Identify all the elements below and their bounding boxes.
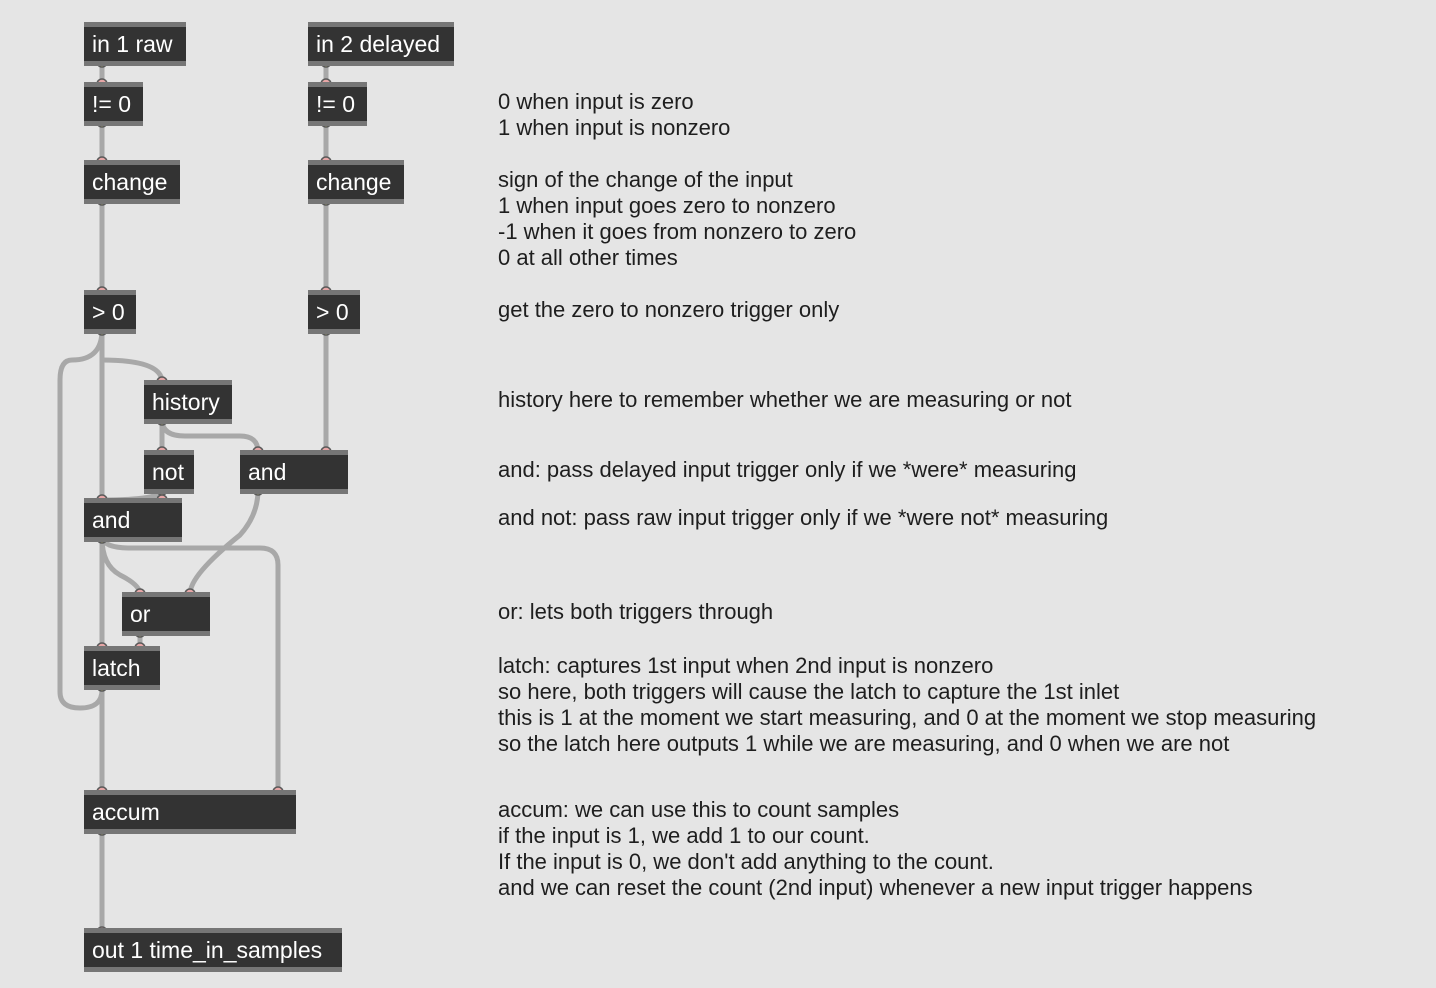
accum-object[interactable]: accum [84, 790, 296, 834]
greater-than-zero-object[interactable]: > 0 [308, 290, 360, 334]
comment-latch: latch: captures 1st input when 2nd input is nonzero so here, both triggers will cause the latch to capture the 1st inlet this is 1 at the moment we start measuring, and 0 at the moment we stop measuring so the latch here outputs 1 while we are measuring, and 0 when we are not [498, 653, 1317, 756]
comment-change: sign of the change of the input 1 when input goes zero to nonzero -1 when it goes from nonzero to zero 0 at all other times [498, 167, 857, 270]
not-equal-zero-object[interactable]: != 0 [84, 82, 143, 126]
comment-history: history here to remember whether we are measuring or not [498, 387, 1072, 412]
and-object-delayed[interactable]: and [240, 450, 348, 494]
comment-accum: accum: we can use this to count samples if the input is 1, we add 1 to our count. If the input is 0, we don't add anything to the count. and we can reset the count (2nd input) whenever a new input trigger happens [498, 797, 1253, 900]
comment-and-not: and not: pass raw input trigger only if we *were not* measuring [498, 505, 1109, 530]
comment-not-equal-zero: 0 when input is zero 1 when input is nonzero [498, 89, 731, 140]
inlet-object-in2[interactable]: in 2 delayed [308, 22, 454, 66]
change-object[interactable]: change [308, 160, 404, 204]
or-object[interactable]: or [122, 592, 210, 636]
inlet-object-in1[interactable]: in 1 raw [84, 22, 186, 66]
history-object[interactable]: history [144, 380, 232, 424]
cord [102, 360, 162, 382]
outlet-object-out1[interactable]: out 1 time_in_samples [84, 928, 342, 972]
cord [162, 420, 258, 452]
not-object[interactable]: not [144, 450, 194, 494]
comment-and: and: pass delayed input trigger only if we *were* measuring [498, 457, 1077, 482]
latch-object[interactable]: latch [84, 646, 160, 690]
change-object[interactable]: change [84, 160, 180, 204]
and-object-raw[interactable]: and [84, 498, 182, 542]
comment-or: or: lets both triggers through [498, 599, 774, 624]
cord [102, 538, 140, 594]
not-equal-zero-object[interactable]: != 0 [308, 82, 367, 126]
comment-greater-than-zero: get the zero to nonzero trigger only [498, 297, 840, 322]
cord [190, 490, 258, 594]
greater-than-zero-object[interactable]: > 0 [84, 290, 136, 334]
